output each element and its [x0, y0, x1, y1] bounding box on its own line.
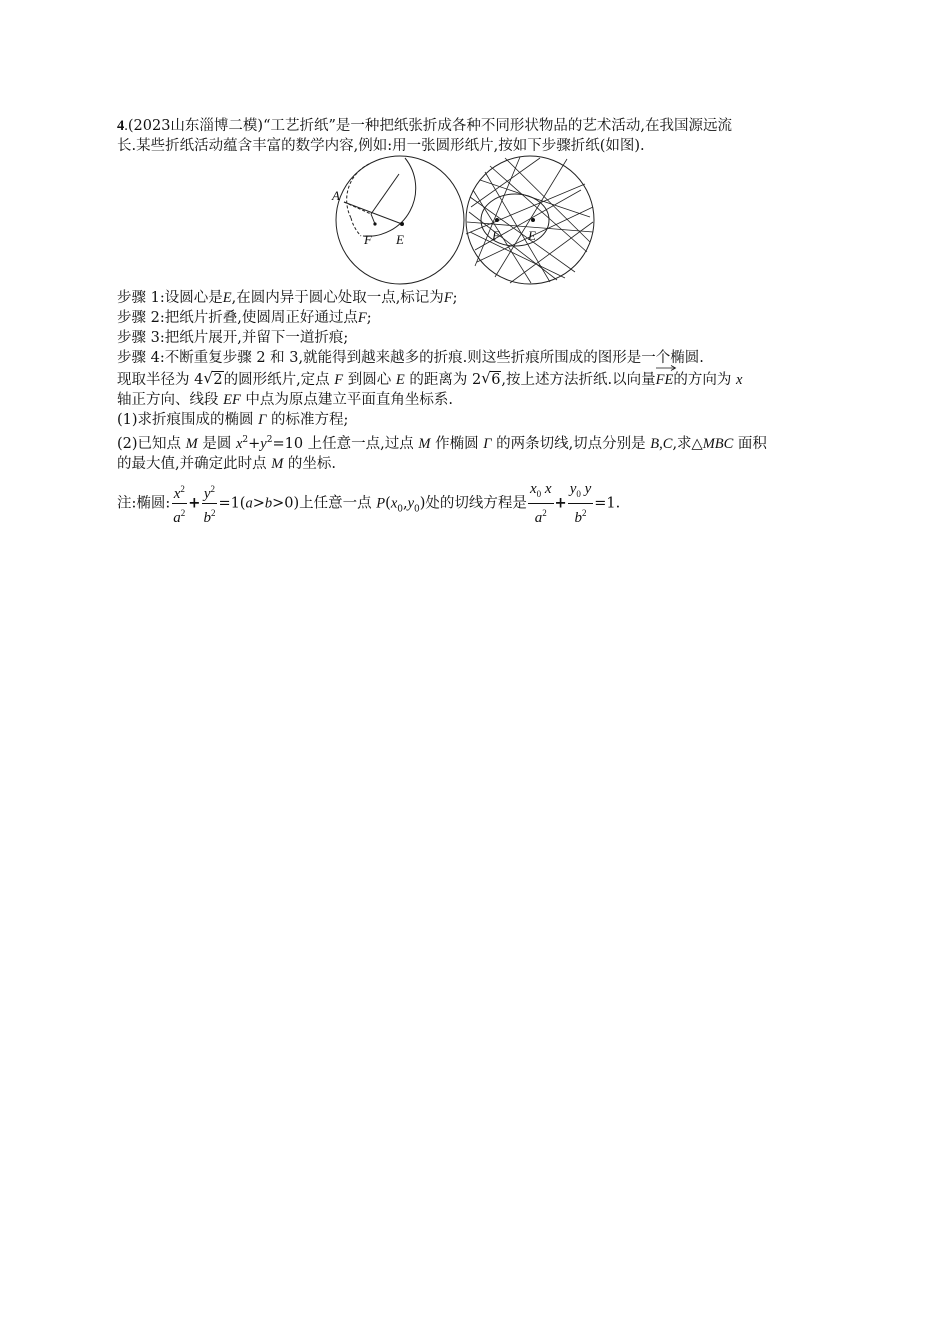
right-point-f: [495, 218, 499, 222]
label-left-f: F: [364, 232, 372, 247]
vector-fe: FE: [656, 368, 674, 390]
fold-crease: [371, 174, 399, 214]
left-point-e: [400, 222, 404, 226]
problem-content: [117, 116, 833, 531]
frac-x0x-a2: $\frac{x_0 x}{a^2}$: [529, 480, 552, 526]
label-a: A: [332, 188, 340, 203]
frac-y2-b2: $\frac{y^2}{b^2}$: [201, 480, 217, 527]
frac-y0y-b2: $\frac{y_0 y}{b^2}$: [569, 480, 592, 526]
label-right-e: E: [528, 228, 536, 243]
line-a-e: [344, 202, 402, 224]
setup-line-1: 现取半径为 4 √ 2的圆形纸片,定点 F 到圆心 E 的距离为 2 √ 6,按上述方法折纸.以向量 FE的方向为 x: [117, 368, 833, 390]
intro-line-1: 4.(2023山东淄博二模)“工艺折纸”是一种把纸张折成各种不同形状物品的艺术活动,在我国源远流: [117, 118, 733, 134]
question-2-line-2: 的最大值,并确定此时点 M 的坐标.: [117, 455, 337, 472]
label-right-f: F: [492, 228, 500, 243]
distance-sqrt: √ 6: [481, 369, 501, 388]
setup-line-2: 轴正方向、线段 EF 中点为原点建立平面直角坐标系.: [117, 392, 454, 408]
question-2-line-1: (2)已知点 M 是圆 $x^2+y^2=10$ 上任意一点,过点 M 作椭圆 Γ 的两条切线,切点分别是 B,C,求△MBC 面积: [117, 435, 767, 452]
folded-arc: [363, 158, 416, 236]
label-left-e: E: [396, 232, 404, 247]
left-point-f: [373, 222, 376, 225]
problem-source: (2023山东淄博二模): [127, 118, 264, 134]
line-to-f: [371, 214, 375, 224]
intro-line-2: 长.某些折纸活动蕴含丰富的数学内容,例如:用一张圆形纸片,按如下步骤折纸(如图).: [117, 138, 645, 154]
step-2: 步骤 2:把纸片折叠,使圆周正好通过点F;: [117, 310, 372, 326]
step-1: 步骤 1:设圆心是E,在圆内异于圆心处取一点,标记为F;: [117, 290, 458, 306]
radius-sqrt: √ 2: [203, 369, 223, 388]
problem-number: 4: [117, 118, 125, 134]
intro-text-1: “工艺折纸”是一种把纸张折成各种不同形状物品的艺术活动,在我国源远流: [263, 118, 733, 134]
step-3: 步骤 3:把纸片展开,并留下一道折痕;: [117, 330, 349, 346]
note-line: 注:椭圆: $\frac{x^2}{a^2}$ + $\frac{y^2}{b^2}$ =1(a>b>0)上任意一点 $P(x_0,y_0)$处的切线方程是 $\frac{x_0 x}{a^2}$ + $\frac{y_0 y}{b^2}$ =1.: [117, 480, 621, 526]
step-4: 步骤 4:不断重复步骤 2 和 3,就能得到越来越多的折痕.则这些折痕所围成的图形是一个椭圆.: [117, 350, 704, 366]
right-point-e: [531, 218, 535, 222]
question-1: (1)求折痕围成的椭圆 Γ 的标准方程;: [117, 412, 349, 428]
folding-figure: [332, 162, 615, 282]
frac-x2-a2: $\frac{x^2}{a^2}$: [171, 480, 187, 527]
crease-lines: [466, 157, 593, 283]
